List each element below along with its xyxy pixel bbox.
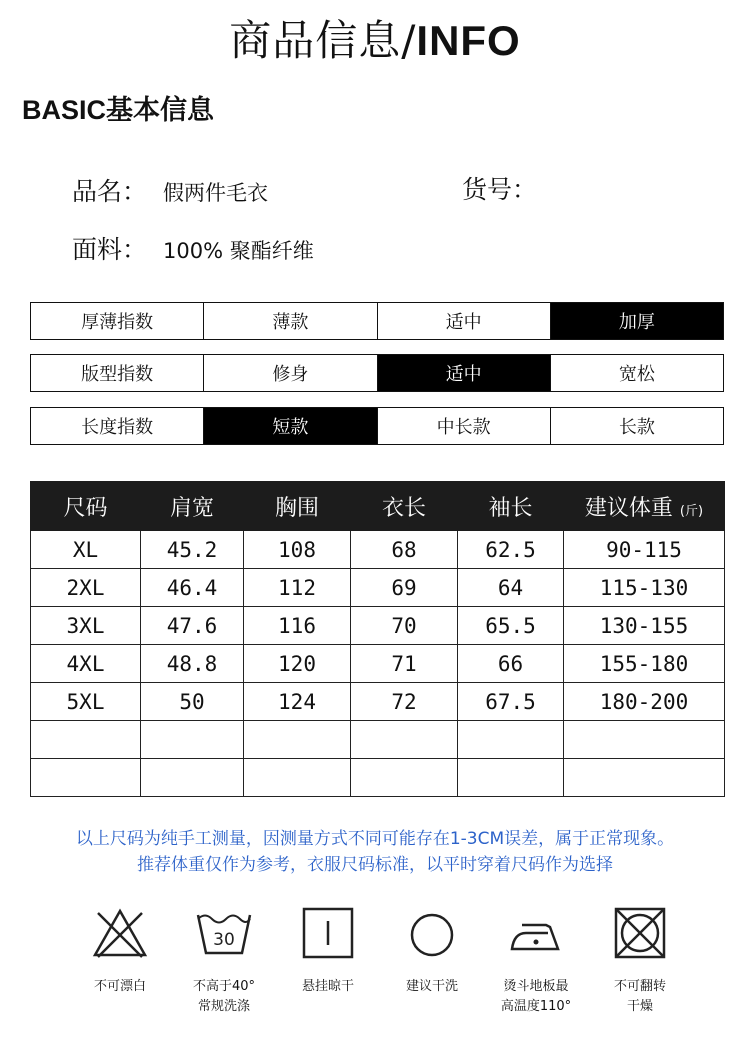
table-cell: 62.5 <box>458 531 564 569</box>
table-cell <box>351 721 458 759</box>
wash-temp-text: 30 <box>213 930 235 950</box>
table-cell: 66 <box>458 645 564 683</box>
length-index-label: 长度指数 <box>81 417 154 438</box>
table-cell: 108 <box>244 531 351 569</box>
header-sleeve: 袖长 <box>458 482 564 531</box>
table-cell: 5XL <box>31 683 141 721</box>
table-cell: 90-115 <box>564 531 725 569</box>
header-chest: 胸围 <box>244 482 351 531</box>
table-cell: XL <box>31 531 141 569</box>
length-option-long: 长款 <box>550 408 723 444</box>
table-cell: 47.6 <box>141 607 244 645</box>
table-row <box>31 569 725 607</box>
care-label-no-bleach: 不可漂白 <box>93 979 146 994</box>
table-cell: 72 <box>351 683 458 721</box>
table-cell: 116 <box>244 607 351 645</box>
product-name-label: 品名： <box>72 177 148 206</box>
thickness-index-label: 厚薄指数 <box>81 312 154 333</box>
table-row <box>31 683 725 721</box>
section-title-cn: 基本信息 <box>106 95 215 126</box>
table-cell: 50 <box>141 683 244 721</box>
size-table-header <box>31 482 725 531</box>
table-cell: 67.5 <box>458 683 564 721</box>
table-cell: 155-180 <box>564 645 725 683</box>
table-cell <box>244 759 351 797</box>
no-bleach-icon <box>90 905 150 961</box>
table-cell <box>31 759 141 797</box>
section-title-en: BASIC <box>22 95 107 125</box>
fit-index-label: 版型指数 <box>81 364 154 385</box>
product-name-row <box>72 172 268 208</box>
care-label-dry-clean: 建议干洗 <box>405 979 458 994</box>
table-row <box>31 645 725 683</box>
care-item-dry-clean <box>382 905 482 1017</box>
table-cell: 180-200 <box>564 683 725 721</box>
thickness-option-medium: 适中 <box>377 303 550 339</box>
table-cell: 46.4 <box>141 569 244 607</box>
table-cell: 69 <box>351 569 458 607</box>
table-cell <box>244 721 351 759</box>
table-cell: 64 <box>458 569 564 607</box>
table-cell <box>31 721 141 759</box>
care-item-no-bleach <box>70 905 170 1017</box>
header-weight <box>564 482 725 531</box>
table-cell <box>458 721 564 759</box>
item-number-row <box>462 170 537 206</box>
size-table-body <box>31 531 725 797</box>
table-cell: 65.5 <box>458 607 564 645</box>
care-label-no-tumble-dry: 不可翻转 干燥 <box>613 979 666 1014</box>
table-cell: 4XL <box>31 645 141 683</box>
table-cell: 48.8 <box>141 645 244 683</box>
length-option-medium: 中长款 <box>377 408 550 444</box>
table-row <box>31 607 725 645</box>
care-item-iron <box>486 905 586 1017</box>
iron-icon <box>506 905 566 961</box>
table-row <box>31 759 725 797</box>
table-cell: 120 <box>244 645 351 683</box>
table-cell <box>141 759 244 797</box>
table-cell: 112 <box>244 569 351 607</box>
dry-clean-icon <box>402 905 462 961</box>
header-shoulder: 肩宽 <box>141 482 244 531</box>
table-cell <box>141 721 244 759</box>
material-label: 面料： <box>72 235 148 264</box>
size-table <box>30 481 725 797</box>
material-row <box>72 230 314 266</box>
section-title <box>22 88 214 127</box>
thickness-option-thin: 薄款 <box>203 303 376 339</box>
wash-30-icon <box>194 905 254 961</box>
table-cell: 45.2 <box>141 531 244 569</box>
fit-index <box>30 354 724 392</box>
table-cell: 115-130 <box>564 569 725 607</box>
header-size: 尺码 <box>31 482 141 531</box>
table-cell <box>351 759 458 797</box>
care-item-no-tumble-dry <box>590 905 690 1017</box>
header-weight-unit: (斤) <box>679 503 704 519</box>
material-value: 100% 聚酯纤维 <box>163 239 314 263</box>
table-row <box>31 721 725 759</box>
table-cell <box>564 721 725 759</box>
hang-dry-icon <box>298 905 358 961</box>
item-number-label: 货号： <box>462 175 538 204</box>
care-label-hang-dry: 悬挂晾干 <box>301 979 354 994</box>
care-instructions <box>70 905 690 1017</box>
length-index <box>30 407 724 445</box>
table-cell: 68 <box>351 531 458 569</box>
table-cell: 130-155 <box>564 607 725 645</box>
fit-option-loose: 宽松 <box>550 355 723 391</box>
no-tumble-dry-icon <box>610 905 670 961</box>
length-option-short: 短款 <box>203 408 376 444</box>
table-cell: 2XL <box>31 569 141 607</box>
page-title-cn: 商品信息/ <box>229 16 417 65</box>
table-cell: 3XL <box>31 607 141 645</box>
header-length: 衣长 <box>351 482 458 531</box>
header-weight-label: 建议体重 <box>584 495 673 521</box>
thickness-option-thick: 加厚 <box>550 303 723 339</box>
care-label-wash: 不高于40° 常规洗涤 <box>192 979 256 1014</box>
care-label-iron: 烫斗地板最 高温度110° <box>500 979 572 1014</box>
fit-option-slim: 修身 <box>203 355 376 391</box>
care-item-wash <box>174 905 274 1017</box>
care-item-hang-dry <box>278 905 378 1017</box>
table-cell <box>458 759 564 797</box>
page-title <box>0 8 750 68</box>
fit-option-regular: 适中 <box>377 355 550 391</box>
table-cell: 71 <box>351 645 458 683</box>
table-cell: 124 <box>244 683 351 721</box>
table-cell <box>564 759 725 797</box>
product-name-value: 假两件毛衣 <box>163 181 269 205</box>
page-title-en: INFO <box>416 17 521 64</box>
table-row <box>31 531 725 569</box>
measurement-note: 以上尺码为纯手工测量，因测量方式不同可能存在1-3CM误差，属于正常现象。 <box>75 829 675 849</box>
weight-note: 推荐体重仅作为参考，衣服尺码标准，以平时穿着尺码作为选择 <box>137 855 613 875</box>
table-cell: 70 <box>351 607 458 645</box>
thickness-index <box>30 302 724 340</box>
